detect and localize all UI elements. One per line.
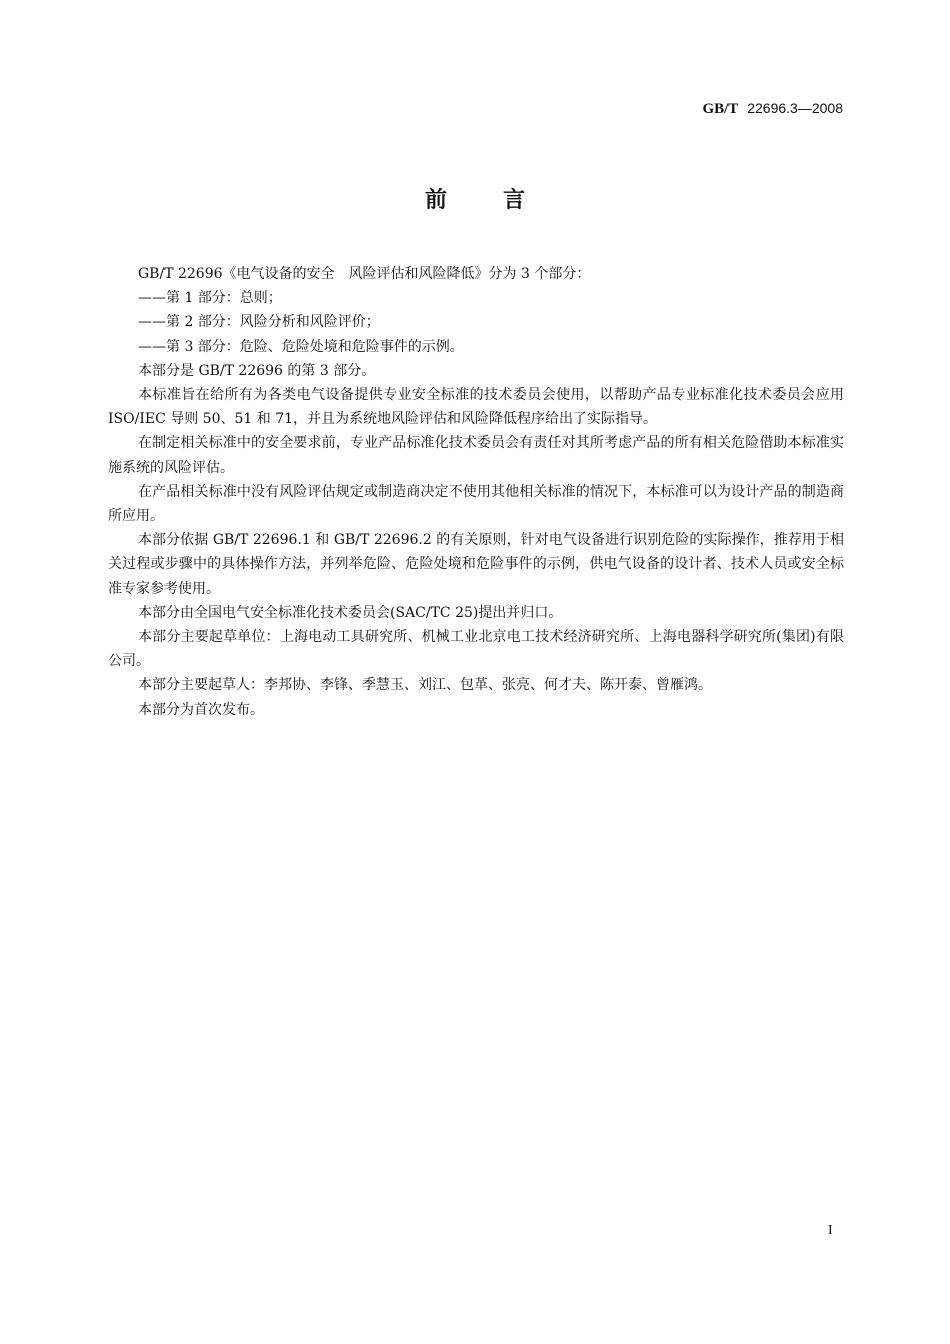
paragraph: 本部分是 GB/T 22696 的第 3 部分。 (138, 362, 376, 379)
standard-code-prefix: GB/T (702, 101, 739, 117)
page-title: 前言 (424, 188, 581, 213)
part-list-item: ——第 1 部分：总则； (138, 290, 282, 307)
part-list-item: ——第 2 部分：风险分析和风险评价； (138, 314, 380, 331)
part-list-item: ——第 3 部分：危险、危险处境和危险事件的示例。 (138, 338, 464, 355)
intro-paragraph: GB/T 22696《电气设备的安全 风险评估和风险降低》分为 3 个部分： (138, 266, 591, 282)
paragraph: 在制定相关标准中的安全要求前，专业产品标准化技术委员会有责任对其所考虑产品的所有相关危险借助本标准实施系统的风险评估。 (108, 435, 844, 476)
paragraph: 本标准旨在给所有为各类电气设备提供专业安全标准的技术委员会使用，以帮助产品专业标准化技术委员会应用 ISO/IEC 导则 50、51 和 71，并且为系统地风险评估和风险降低程序给出了实际指导。 (108, 387, 844, 428)
paragraph: 本部分为首次发布。 (138, 701, 264, 718)
document-body (108, 262, 844, 722)
paragraph: 在产品相关标准中没有风险评估规定或制造商决定不使用其他相关标准的情况下，本标准可以为设计产品的制造商所应用。 (108, 483, 844, 525)
standard-code (702, 100, 843, 118)
paragraph: 本部分由全国电气安全标准化技术委员会(SAC/TC 25)提出并归口。 (138, 604, 563, 621)
page-number: I (828, 1223, 833, 1238)
standard-code-number: 22696.3—2008 (747, 100, 843, 116)
paragraph: 本部分依据 GB/T 22696.1 和 GB/T 22696.2 的有关原则，针对电气设备进行识别危险的实际操作，推荐用于相关过程或步骤中的具体操作方法，并列举危险、危险处境和危险事件的示例，供电气设备的设计者、技术人员或安全标准专家参考使用。 (108, 532, 844, 597)
paragraph: 本部分主要起草单位：上海电动工具研究所、机械工业北京电工技术经济研究所、上海电器科学研究所(集团)有限公司。 (108, 629, 844, 670)
paragraph: 本部分主要起草人：李邦协、李锋、季慧玉、刘江、包革、张亮、何才夫、陈开泰、曾雁鸿。 (138, 677, 712, 694)
